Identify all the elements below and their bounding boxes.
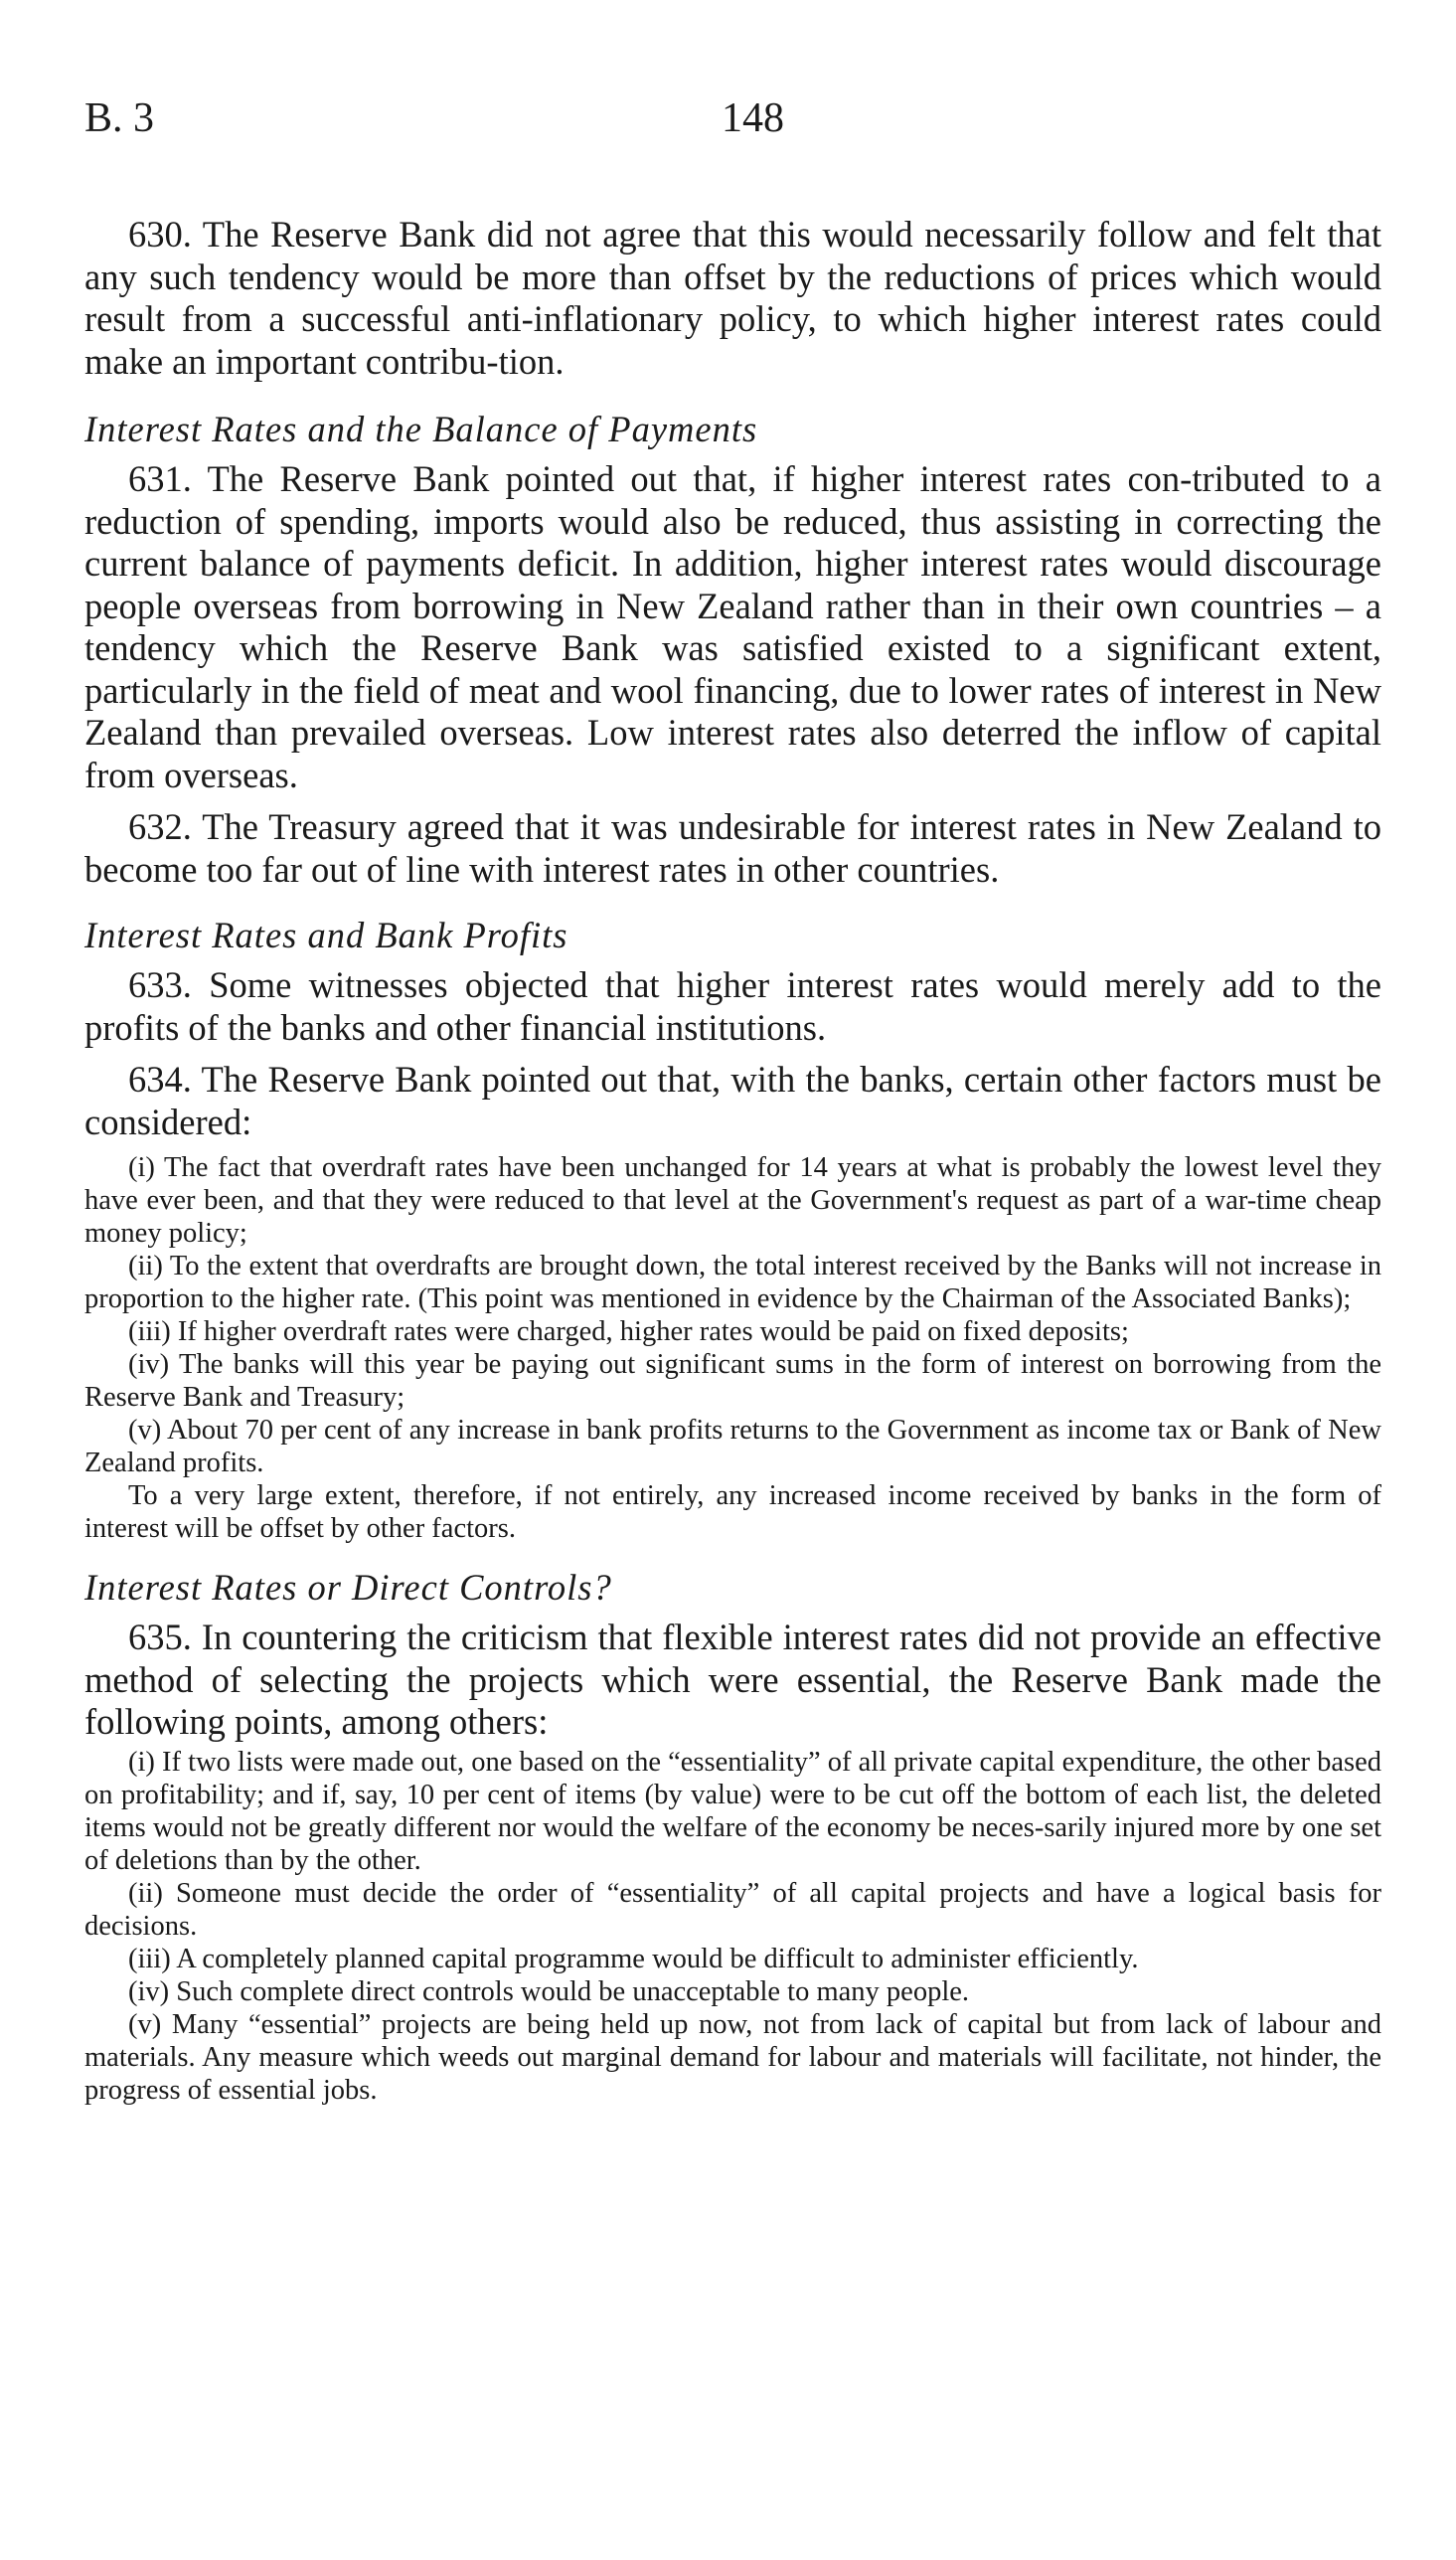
section-heading-bank-profits: Interest Rates and Bank Profits	[84, 915, 568, 955]
page-header	[84, 94, 1381, 154]
paragraph-633: 633. Some witnesses objected that higher interest rates would merely add to the profits of the banks and other financial institutions.	[84, 964, 1381, 1048]
paragraph-630: 630. The Reserve Bank did not agree that this would necessarily follow and felt that any such tendency would be more than offset by the reductions of prices which would result from a successful anti-inflationary policy, to which higher interest rates could make an important contribu-tion.	[84, 214, 1381, 382]
document-reference: B. 3	[84, 95, 155, 141]
list-item: (iii) A completely planned capital programme would be difficult to administer efficiently.	[128, 1943, 1139, 1974]
document-page	[84, 94, 1381, 2107]
list-item: (iii) If higher overdraft rates were charged, higher rates would be paid on fixed deposits;	[128, 1316, 1129, 1347]
factors-list	[84, 1151, 1381, 1545]
paragraph-635: 635. In countering the criticism that flexible interest rates did not provide an effective method of selecting the projects which were essential, the Reserve Bank made the following points, among others:	[84, 1617, 1381, 1742]
list-item: (i) If two lists were made out, one based on the “essentiality” of all private capital expenditure, the other based on profitability; and if, say, 10 per cent of items (by value) were to be cut off the bottom of each list, the deleted items would not be greatly different nor would the welfare of the economy be neces-sarily injured more by one set of deletions than by the other.	[84, 1746, 1381, 1876]
section-heading-direct-controls: Interest Rates or Direct Controls?	[84, 1567, 612, 1608]
points-list	[84, 1746, 1381, 2107]
list-item: (ii) Someone must decide the order of “essentiality” of all capital projects and have a logical basis for decisions.	[84, 1877, 1381, 1942]
paragraph-632: 632. The Treasury agreed that it was undesirable for interest rates in New Zealand to become too far out of line with interest rates in other countries.	[84, 806, 1381, 890]
list-item: (iv) The banks will this year be paying out significant sums in the form of interest on borrowing from the Reserve Bank and Treasury;	[84, 1349, 1381, 1413]
paragraph-631: 631. The Reserve Bank pointed out that, if higher interest rates con-tributed to a reduction of spending, imports would also be reduced, thus assisting in correcting the current balance of payments deficit. In addition, higher interest rates would discourage people overseas from borrowing in New Zealand rather than in their own countries – a tendency which the Reserve Bank was satisfied existed to a significant extent, particularly in the field of meat and wool financing, due to lower rates of interest in New Zealand than prevailed overseas. Low interest rates also deterred the inflow of capital from overseas.	[84, 458, 1381, 795]
list-item: (v) Many “essential” projects are being held up now, not from lack of capital but from lack of labour and materials. Any measure which weeds out marginal demand for labour and materials will facilitate, not hinder, the progress of essential jobs.	[84, 2008, 1381, 2106]
paragraph-634: 634. The Reserve Bank pointed out that, with the banks, certain other factors must be considered:	[84, 1059, 1381, 1142]
list-item: (i) The fact that overdraft rates have been unchanged for 14 years at what is probably the lowest level they have ever been, and that they were reduced to that level at the Government's request as part of a war-time cheap money policy;	[84, 1152, 1381, 1249]
list-conclusion: To a very large extent, therefore, if not entirely, any increased income received by banks in the form of interest will be offset by other factors.	[84, 1480, 1381, 1544]
page-number: 148	[722, 95, 784, 141]
list-item: (ii) To the extent that overdrafts are brought down, the total interest received by the Banks will not increase in proportion to the higher rate. (This point was mentioned in evidence by the Chairman of the Associated Banks);	[84, 1251, 1381, 1314]
list-item: (v) About 70 per cent of any increase in bank profits returns to the Government as income tax or Bank of New Zealand profits.	[84, 1415, 1381, 1478]
list-item: (iv) Such complete direct controls would be unacceptable to many people.	[128, 1975, 970, 2007]
section-heading-balance-of-payments: Interest Rates and the Balance of Payments	[84, 409, 758, 449]
